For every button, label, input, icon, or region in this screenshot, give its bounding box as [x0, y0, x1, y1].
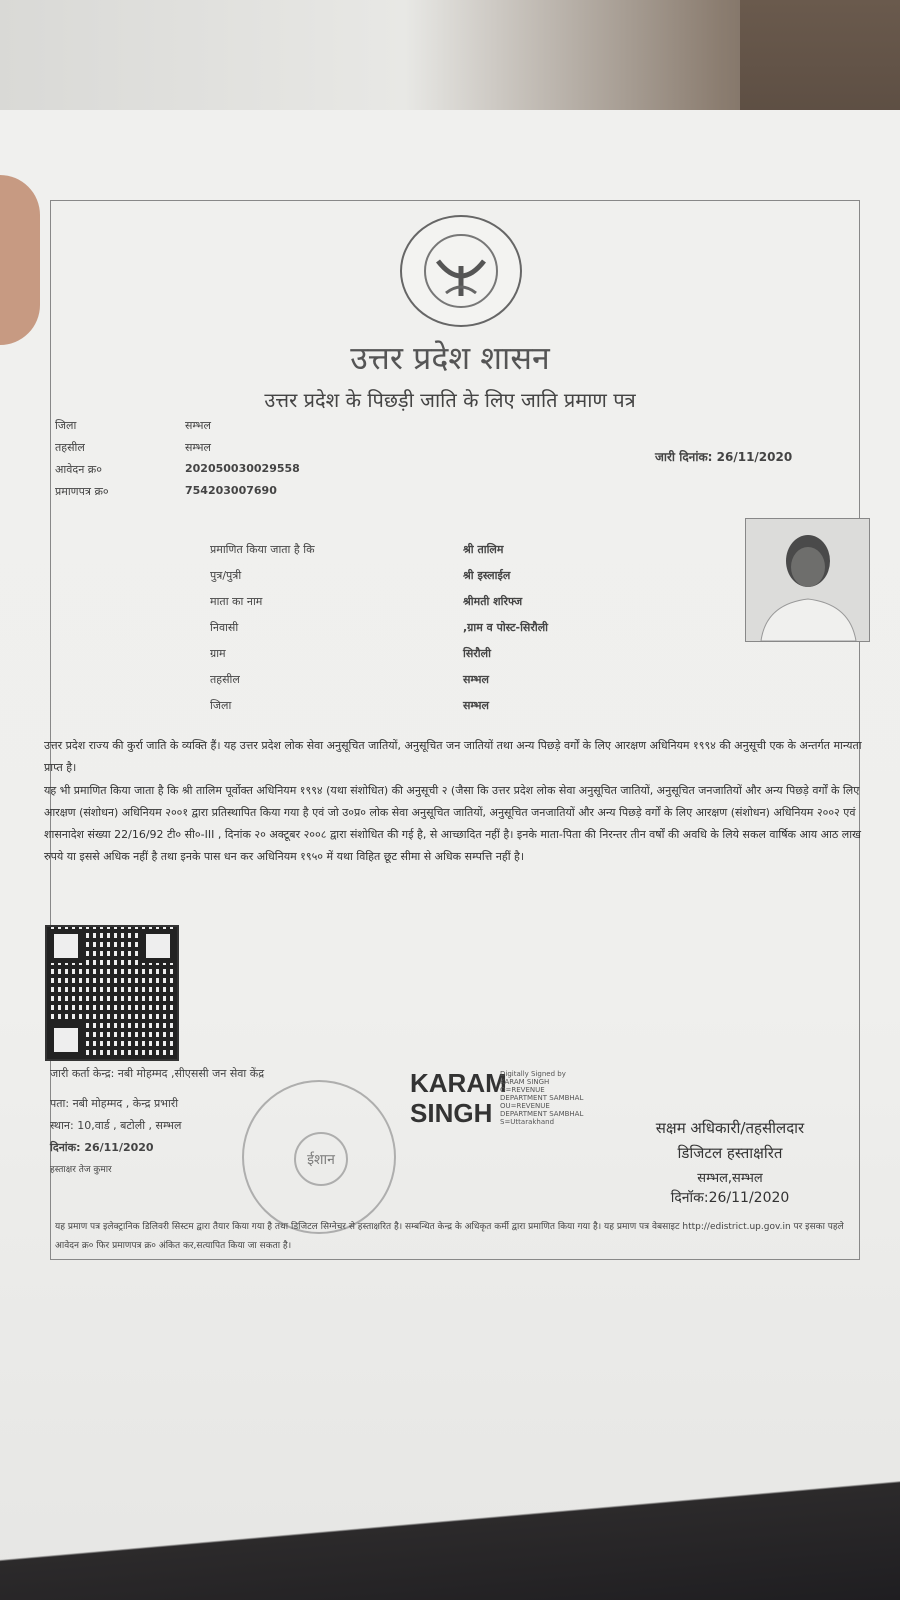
detail-label: प्रमाणित किया जाता है कि: [210, 543, 315, 556]
detail-label: तहसील: [210, 673, 240, 686]
digital-signature-details: Digitally Signed by KARAM SINGH O=REVENUE DEPARTMENT SAMBHAL OU=REVENUE DEPARTMENT SAMBHAL S=Uttarakhand: [500, 1070, 584, 1126]
detail-label: पुत्र/पुत्री: [210, 569, 242, 582]
certificate-number: 754203007690: [185, 484, 277, 497]
officer-date: दिनॉक:26/11/2020: [670, 1190, 790, 1206]
signer-name-first: KARAM: [410, 1068, 507, 1098]
field-label: तहसील: [55, 441, 85, 454]
issue-date: जारी दिनांक: 26/11/2020: [655, 450, 793, 464]
detail-value: सम्भल: [463, 699, 489, 712]
certificate-subtitle: उत्तर प्रदेश के पिछड़ी जाति के लिए जाति प्रमाण पत्र: [264, 388, 636, 412]
detail-value: सम्भल: [463, 673, 489, 686]
finger: [0, 175, 40, 345]
body-paragraph-1: उत्तर प्रदेश राज्य की कुर्रा जाति के व्यक्ति हैं। यह उत्तर प्रदेश लोक सेवा अनुसूचित जातियों, अनुसूचित जन जातियों तथा अन्य पिछड़े वर्गों के लिए आरक्षण अधिनियम १९९४ की अनुसूची एक के अन्तर्गत मान्यता प्राप्त है।: [44, 739, 862, 774]
officer-sign: डिजिटल हस्ताक्षरित: [677, 1144, 783, 1162]
detail-value: श्री तालिम: [463, 543, 504, 556]
issuer-signatory: हस्ताक्षर तेज कुमार: [50, 1165, 112, 1175]
detail-label: ग्राम: [210, 647, 226, 660]
officer-place: सम्भल,सम्भल: [697, 1171, 763, 1186]
body-paragraph-2: यह भी प्रमाणित किया जाता है कि श्री तालिम पूर्वोक्त अधिनियम १९९४ (यथा संशोधित) की अनुसूची २ (जैसा कि उत्तर प्रदेश लोक सेवा अनुसूचित जातियों, अनुसूचित जनजातियों और अन्य पिछड़े वर्गों के लिए आरक्षण (संशोधन) अधिनियम २००१ द्वारा प्रतिस्थापित किया गया है एवं जो उ०प्र० लोक सेवा अनुसूचित जातियों, अनुसूचित जनजातियों और अन्य पिछड़े वर्गों के लिए आरक्षण (संशोधन) अधिनियम २००२ एवं शासनादेश संख्या 22/16/92 टी० सी०-III , दिनांक २० अक्टूबर २००८ द्वारा संशोधित की गई है, से आच्छादित नहीं है। इनके माता-पिता की निरन्तर तीन वर्षों की अवधि के लिये सकल वार्षिक आय आठ लाख रुपये या इससे अधिक नहीं है तथा इनके पास धन कर अधिनियम १९५० में यथा विहित छूट सीमा से अधिक सम्पत्ति नहीं है।: [44, 784, 862, 863]
application-number: 202050030029558: [185, 462, 300, 475]
field-label: प्रमाणपत्र क्र०: [55, 485, 109, 498]
issuing-center: जारी कर्ता केन्द्र: नबी मोहम्मद ,सीएससी जन सेवा केंद्र: [50, 1067, 265, 1080]
signer-name-last: SINGH: [410, 1098, 493, 1128]
detail-label: निवासी: [210, 621, 239, 634]
background-bottom: [0, 1480, 900, 1600]
officer-title: सक्षम अधिकारी/तहसीलदार: [655, 1119, 805, 1137]
field-value: सम्भल: [185, 419, 211, 432]
stamp-center-text: ईशान: [294, 1132, 348, 1186]
issuer-address-line: पता: नबी मोहम्मद , केन्द्र प्रभारी: [50, 1097, 179, 1110]
qr-code: [45, 925, 179, 1061]
rubber-stamp: [242, 1080, 396, 1234]
detail-value: सिरौली: [463, 647, 491, 660]
field-label: आवेदन क्र०: [55, 463, 102, 476]
detail-label: माता का नाम: [210, 595, 263, 608]
issuer-date: दिनांक: 26/11/2020: [50, 1141, 154, 1154]
state-title: उत्तर प्रदेश शासन: [350, 339, 550, 377]
detail-value: श्री इस्लाईल: [463, 569, 511, 582]
field-label: जिला: [55, 419, 77, 432]
detail-value: ,ग्राम व पोस्ट-सिरौली: [463, 621, 549, 634]
up-emblem-icon: [400, 215, 522, 327]
detail-value: श्रीमती शरिफ्ज: [463, 595, 523, 608]
field-value: सम्भल: [185, 441, 211, 454]
issuer-address-line: स्थान: 10,वार्ड , बटोली , सम्भल: [50, 1119, 182, 1132]
applicant-photo: [745, 518, 870, 642]
footer-note: यह प्रमाण पत्र इलेक्ट्रानिक डिलिवरी सिस्टम द्वारा तैयार किया गया है तथा डिजिटल सिग्नेचर से हस्ताक्षरित है। सम्बन्धित केन्द्र के अधिकृत कर्मी द्वारा प्रमाणित किया गया है। यह प्रमाण पत्र वेबसाइट http://edistrict.up.gov.in पर इसका पहले आवेदन क्र० फिर प्रमाणपत्र क्र० अंकित कर,सत्यापित किया जा सकता है।: [55, 1222, 844, 1251]
detail-label: जिला: [210, 699, 232, 712]
